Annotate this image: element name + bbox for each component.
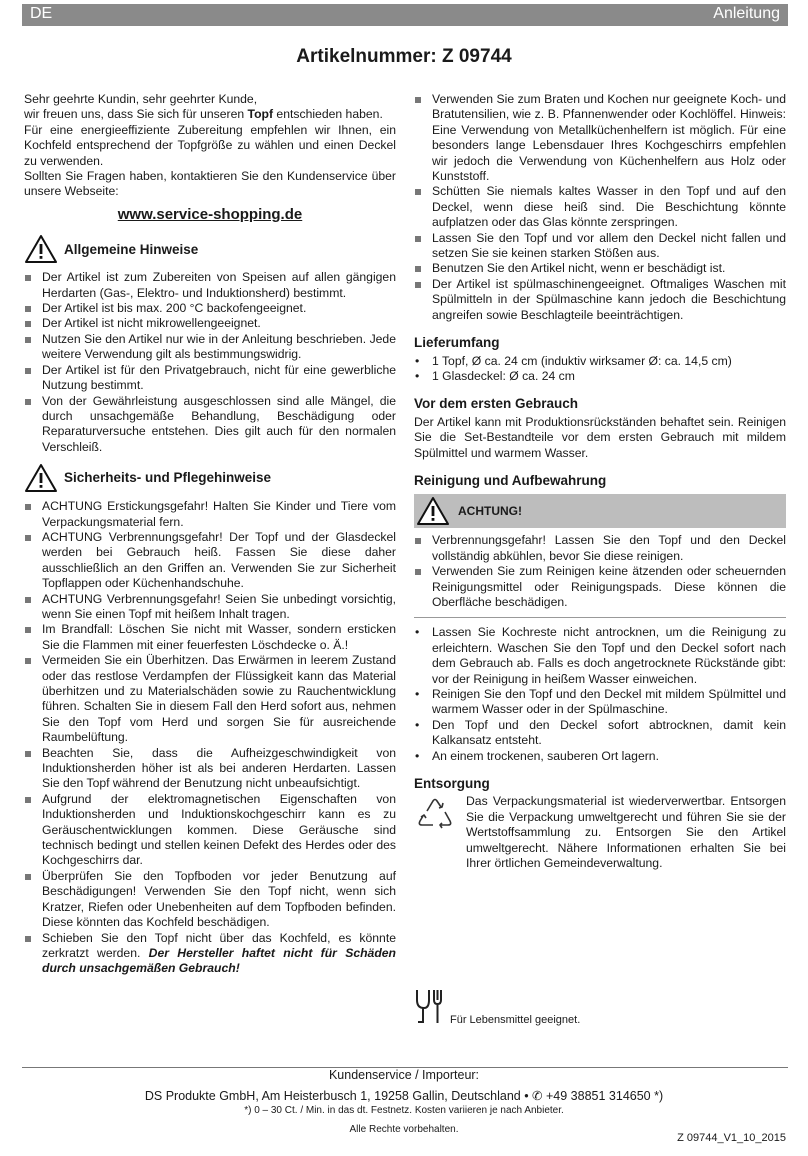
list-item: • 1 Glasdeckel: Ø ca. 24 cm (414, 369, 786, 384)
list-item: • An einem trockenen, sauberen Ort lagern. (414, 749, 786, 764)
first-use-heading: Vor dem ersten Gebrauch (414, 396, 579, 412)
safety-list (24, 499, 396, 977)
list-item: Der Artikel ist für den Privatgebrauch, nicht für eine gewerbliche Nutzung bestimmt. (24, 363, 396, 394)
list-item: Nutzen Sie den Artikel nur wie in der Anleitung beschrieben. Jede weitere Verwendung gilt als bestimmungswidrig. (24, 332, 396, 363)
food-safe-note: Für Lebensmittel geeignet. (414, 988, 580, 1026)
general-list (24, 270, 396, 455)
footer-address: DS Produkte GmbH, Am Heisterbusch 1, 19258 Gallin, Deutschland • ✆ +49 38851 314650 *) (144, 1089, 664, 1103)
list-item: Der Artikel ist bis max. 200 °C backofengeeignet. (24, 301, 396, 316)
list-item: Verwenden Sie zum Braten und Kochen nur geeignete Koch- und Bratutensilien, wie z. B. Pfannenwender oder Kochlöffel. Hinweis: Eine Verwendung von Metallküchenhelfern ist möglich. Für eine besonders lange Lebensdauer Ihres Kochgeschirrs empfehlen wir jedoch die Verwendung von Küchenhelfern aus Holz oder Kunststoff. (414, 92, 786, 184)
cleaning-list (414, 625, 786, 764)
glass-fork-icon (414, 988, 444, 1026)
document-code: Z 09744_V1_10_2015 (677, 1132, 786, 1144)
right-column (414, 92, 786, 871)
warning-triangle-icon (24, 463, 58, 493)
list-item: Im Brandfall: Löschen Sie nicht mit Wasser, sondern ersticken Sie die Flammen mit einer feuerfesten Löschdecke o. Ä.! (24, 622, 396, 653)
list-item: Der Artikel ist zum Zubereiten von Speisen auf allen gängigen Herdarten (Gas-, Elektro- und Induktionsherd) bestimmt. (24, 270, 396, 301)
list-item: ACHTUNG Verbrennungsgefahr! Der Topf und der Glasdeckel werden bei Gebrauch heiß. Fassen Sie diese daher ausschließlich an den Griffen an. Verwenden Sie zur Sicherheit Topflappen oder Küchenhandschuhe. (24, 530, 396, 592)
warning-triangle-icon (416, 496, 450, 526)
list-item: Schütten Sie niemals kaltes Wasser in den Topf und auf den Deckel, wenn diese heiß sind. Die Beschichtung könnte aufplatzen oder das Glas könnte zerspringen. (414, 184, 786, 230)
list-item: • 1 Topf, Ø ca. 24 cm (induktiv wirksamer Ø: ca. 14,5 cm) (414, 354, 786, 369)
achtung-banner: ACHTUNG! (414, 494, 786, 528)
footer-service: Kundenservice / Importeur: (328, 1068, 480, 1082)
footer-rights: Alle Rechte vorbehalten. (349, 1124, 459, 1135)
disposal-heading: Entsorgung (414, 776, 490, 792)
header-bar (22, 4, 788, 26)
list-item: Verbrennungsgefahr! Lassen Sie den Topf und den Deckel vollständig abkühlen, bevor Sie diese reinigen. (414, 533, 786, 564)
cleaning-heading: Reinigung und Aufbewahrung (414, 472, 607, 488)
list-item: Aufgrund der elektromagnetischen Eigenschaften von Induktionsherden und Induktionskochgeschirr kann es zu Geräuschentwicklungen kommen. Diese Geräusche sind technisch bedingt und stellen keinen Defekt des Herdes oder des Kochgeschirrs dar. (24, 792, 396, 869)
document-type: Anleitung (713, 5, 780, 22)
list-item: Der Artikel ist spülmaschinengeeignet. Oftmaliges Waschen mit Spülmitteln in der Spülmaschine kann jedoch die Beschichtung angreifen sowie Beschlagteile beeinträchtigen. (414, 277, 786, 323)
list-item: Schieben Sie den Topf nicht über das Kochfeld, es könnte zerkratzt werden. Der Hersteller haftet nicht für Schäden durch unsachgemäßen Gebrauch! (24, 931, 396, 977)
divider (414, 617, 786, 618)
general-heading: Allgemeine Hinweise (24, 234, 396, 264)
list-item: • Reinigen Sie den Topf und den Deckel mit mildem Spülmittel und warmem Wasser oder in der Spülmaschine. (414, 687, 786, 718)
list-item: Lassen Sie den Topf und vor allem den Deckel nicht fallen und setzen Sie sie keinen starken Stößen aus. (414, 231, 786, 262)
list-item: Von der Gewährleistung ausgeschlossen sind alle Mängel, die durch unsachgemäße Behandlung, Beschädigung oder Reparaturversuche entstehen. Dies gilt auch für den normalen Verschleiß. (24, 394, 396, 456)
list-item: ACHTUNG Erstickungsgefahr! Halten Sie Kinder und Tiere vom Verpackungsmaterial fern. (24, 499, 396, 530)
list-item: Verwenden Sie zum Reinigen keine ätzenden oder scheuernden Reinigungsmittel oder Reinigungspads. Diese können die Oberfläche beschädigen. (414, 564, 786, 610)
disposal-block (414, 794, 786, 871)
list-item: Der Artikel ist nicht mikrowellengeeignet. (24, 316, 396, 331)
cleaning-warning-list (414, 533, 786, 610)
list-item: Vermeiden Sie ein Überhitzen. Das Erwärmen in leerem Zustand oder das restlose Verdampfen der Flüssigkeit kann das Material überhitzen und zu Materialschäden sowie zu Rauchentwicklung führen. Schalten Sie in diesem Fall den Herd sofort aus, nehmen Sie den Topf vom Herd und sorgen Sie für ausreichende Raumbelüftung. (24, 653, 396, 745)
thanks: wir freuen uns, dass Sie sich für unseren Topf entschieden haben. (24, 107, 383, 122)
list-item: ACHTUNG Verbrennungsgefahr! Seien Sie unbedingt vorsichtig, wenn Sie einen Topf mit heißem Inhalt tragen. (24, 592, 396, 623)
contact-text: Sollten Sie Fragen haben, kontaktieren Sie den Kundenservice über unsere Webseite: (24, 169, 396, 199)
first-use-text: Der Artikel kann mit Produktionsrückständen behaftet sein. Reinigen Sie die Set-Bestandteile vor dem ersten Gebrauch mit mildem Spülmittel und warmem Wasser. (414, 414, 786, 460)
website-link[interactable]: www.service-shopping.de (117, 205, 303, 223)
language-label: DE (30, 5, 53, 22)
delivery-heading: Lieferumfang (414, 335, 500, 351)
list-item: • Lassen Sie Kochreste nicht antrocknen, um die Reinigung zu erleichtern. Waschen Sie den Topf und den Deckel sofort nach dem Gebrauch ab. Falls es doch angetrocknete Rückstände gibt: vor der Reinigung in heißem Wasser einweichen. (414, 625, 786, 687)
warning-triangle-icon (24, 234, 58, 264)
list-item: Benutzen Sie den Artikel nicht, wenn er beschädigt ist. (414, 261, 786, 276)
disposal-text: Das Verpackungsmaterial ist wiederverwertbar. Entsorgen Sie die Verpackung umweltgerecht und führen Sie sie der Wertstoffsammlung zu. Entsorgen Sie den Artikel umweltgerecht. Nähere Informationen erhalten Sie bei Ihrer örtlichen Gemeindeverwaltung. (466, 794, 786, 871)
page-title: Artikelnummer: Z 09744 (296, 46, 512, 67)
list-item: • Den Topf und den Deckel sofort abtrocknen, damit kein Kalkansatz entsteht. (414, 718, 786, 749)
safety-heading: Sicherheits- und Pflegehinweise (24, 463, 396, 493)
delivery-list (414, 354, 786, 385)
left-column (24, 92, 396, 977)
list-item: Überprüfen Sie den Topfboden vor jeder Benutzung auf Beschädigungen! Verwenden Sie den Topf nicht, wenn sich Kratzer, Riefen oder Unebenheiten auf dem Topfboden befinden. Diese könnten das Kochfeld beschädigen. (24, 869, 396, 931)
list-item: Beachten Sie, dass die Aufheizgeschwindigkeit von Induktionsherden höher ist als bei anderen Herdarten. Lassen Sie den Topf während der Benutzung nicht unbeaufsichtigt. (24, 746, 396, 792)
care-list (414, 92, 786, 323)
footer-note: *) 0 – 30 Ct. / Min. in das dt. Festnetz. Kosten variieren je nach Anbieter. (244, 1105, 564, 1116)
recycle-icon (414, 796, 456, 834)
energy-text: Für eine energieeffiziente Zubereitung empfehlen wir Ihnen, ein Kochfeld entsprechend der Topfgröße zu wählen und einen Deckel zu verwenden. (24, 122, 396, 168)
greeting: Sehr geehrte Kundin, sehr geehrter Kunde, (24, 92, 258, 106)
